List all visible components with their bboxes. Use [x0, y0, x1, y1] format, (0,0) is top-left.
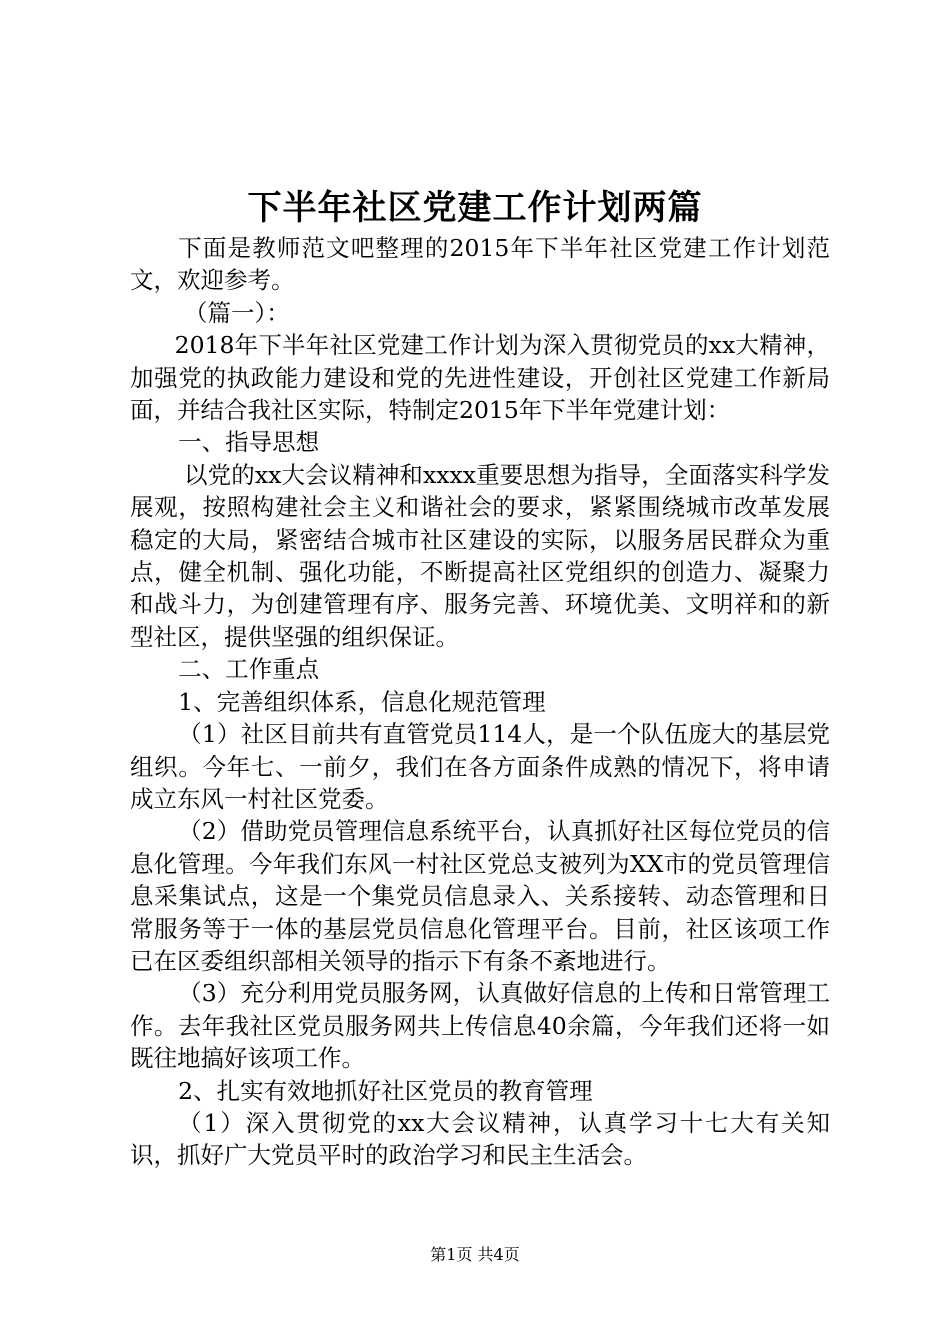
item-2-paragraph: （2）借助党员管理信息系统平台，认真抓好社区每位党员的信息化管理。今年我们东风一村社区党总支被列为XX市的党员管理信息采集试点，这是一个集党员信息录入、关系接转、动态管理和日常服务等于一体的基层党员信息化管理平台。目前，社区该项工作已在区委组织部相关领导的指示下有条不紊地进行。 — [130, 817, 830, 975]
section-label-part-one: （篇一）： — [184, 298, 290, 327]
page-footer: 第1页 共4页 — [430, 1245, 520, 1264]
plan-intro-paragraph: 2018年下半年社区党建工作计划为深入贯彻党员的xx大精神，加强党的执政能力建设和党的先进性建设，开创社区党建工作新局面，并结合我社区实际，特制定2015年下半年党建计划： — [130, 331, 830, 425]
document-body — [130, 232, 830, 1172]
subheading-organization-system: 1、完善组织体系，信息化规范管理 — [178, 687, 546, 716]
heading-guiding-ideology: 一、指导思想 — [178, 428, 320, 457]
education-item-1-paragraph: （1）深入贯彻党的xx大会议精神，认真学习十七大有关知识，抓好广大党员平时的政治学习和民主生活会。 — [130, 1108, 830, 1170]
intro-paragraph: 下面是教师范文吧整理的2015年下半年社区党建工作计划范文，欢迎参考。 — [130, 234, 830, 295]
heading-work-focus: 二、工作重点 — [178, 655, 320, 684]
guiding-ideology-paragraph: 以党的xx大会议精神和xxxx重要思想为指导，全面落实科学发展观，按照构建社会主义和谐社会的要求，紧紧围绕城市改革发展稳定的大局，紧密结合城市社区建设的实际，以服务居民群众为重点，健全机制、强化功能，不断提高社区党组织的创造力、凝聚力和战斗力，为创建管理有序、服务完善、环境优美、文明祥和的新型社区，提供坚强的组织保证。 — [130, 460, 830, 651]
item-1-paragraph: （1）社区目前共有直管党员114人，是一个队伍庞大的基层党组织。今年七、一前夕，我们在各方面条件成熟的情况下，将申请成立东风一村社区党委。 — [130, 720, 830, 813]
item-3-paragraph: （3）充分利用党员服务网，认真做好信息的上传和日常管理工作。去年我社区党员服务网共上传信息40余篇，今年我们还将一如既往地搞好该项工作。 — [130, 979, 830, 1073]
document-title: 下半年社区党建工作计划两篇 — [247, 188, 703, 228]
subheading-party-education: 2、扎实有效地抓好社区党员的教育管理 — [178, 1076, 593, 1105]
